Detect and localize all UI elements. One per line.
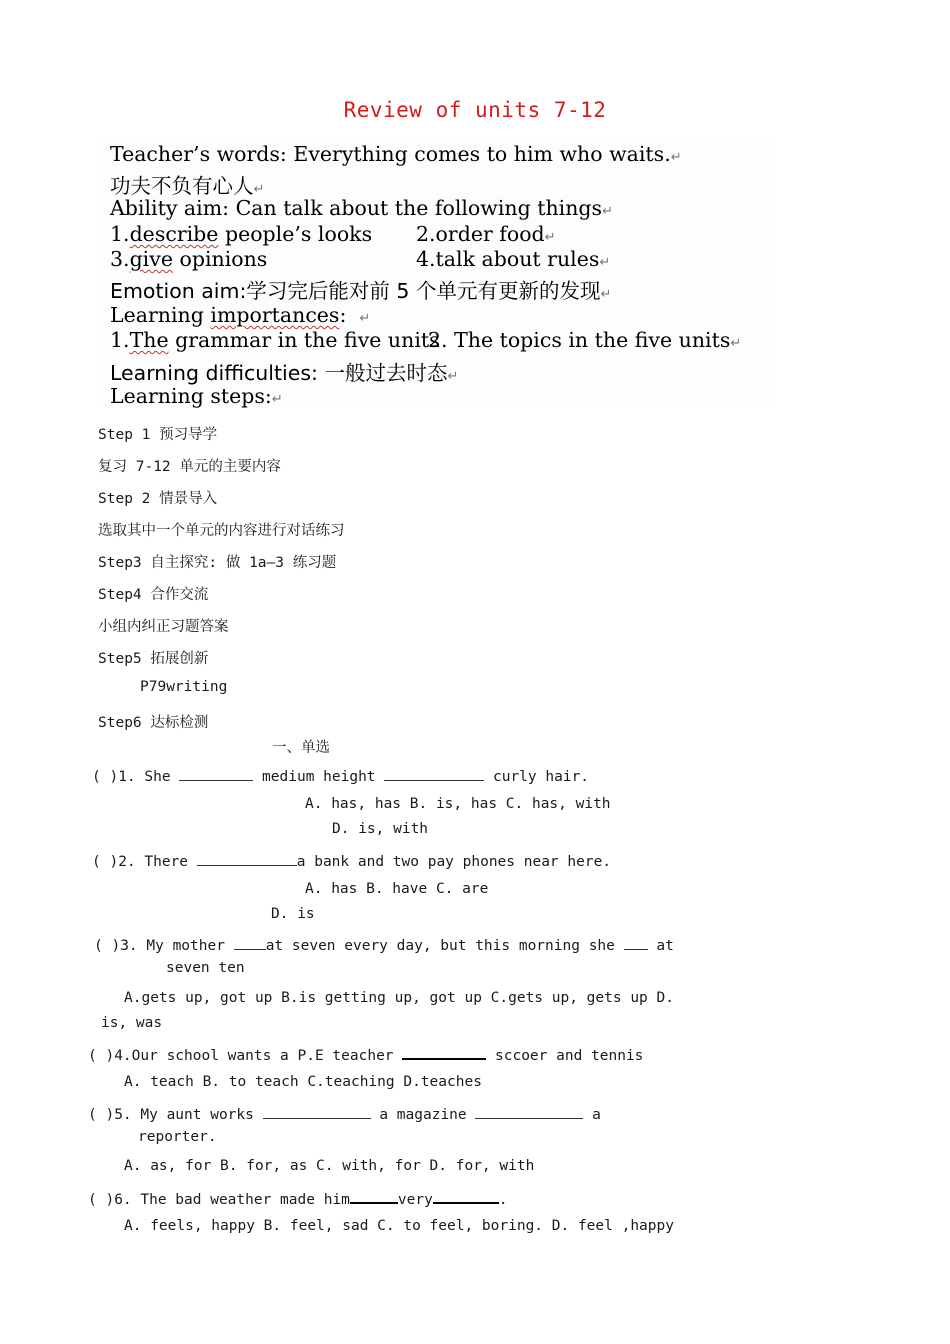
step-5: Step5 拓展创新 [98, 651, 209, 667]
teacher-words: Teacher’s words: Everything comes to him who waits.↵ [110, 142, 682, 166]
question-1-option-d: D. is, with [332, 821, 429, 837]
paragraph-mark-icon: ↵ [544, 230, 556, 245]
emotion-aim: Emotion aim:学习完后能对前 5 个单元有更新的发现↵ [110, 279, 612, 303]
paragraph-mark-icon: ↵ [253, 182, 265, 197]
section-heading: 一、单选 [272, 740, 330, 756]
answer-blank [350, 1188, 398, 1204]
question-4-options: A. teach B. to teach C.teaching D.teaches [124, 1074, 482, 1090]
question-6: ( )6. The bad weather made him very . [88, 1188, 508, 1208]
paragraph-mark-icon: ↵ [599, 255, 611, 270]
question-1: ( )1. She medium height curly hair. [92, 766, 589, 785]
paragraph-mark-icon: ↵ [600, 287, 612, 302]
motto-chinese: 功夫不负有心人↵ [110, 174, 265, 198]
answer-blank [197, 851, 297, 866]
step-3: Step3 自主探究: 做 1a—3 练习题 [98, 555, 337, 571]
step-5-detail: P79writing [140, 679, 228, 695]
ability-item-4: 4.talk about rules↵ [416, 247, 611, 271]
step-1-detail: 复习 7-12 单元的主要内容 [98, 459, 281, 475]
question-5-options: A. as, for B. for, as C. with, for D. for, with [124, 1158, 535, 1174]
answer-blank [624, 935, 648, 950]
step-1: Step 1 预习导学 [98, 427, 218, 443]
paragraph-mark-icon: ↵ [359, 311, 371, 326]
step-2-detail: 选取其中一个单元的内容进行对话练习 [98, 523, 345, 539]
answer-blank [263, 1104, 371, 1119]
answer-blank [402, 1044, 486, 1060]
learning-steps: Learning steps:↵ [110, 384, 283, 408]
paragraph-mark-icon: ↵ [730, 336, 742, 351]
answer-blank [384, 766, 484, 781]
question-3-cont: seven ten [166, 960, 245, 976]
importance-item-2: 2. The topics in the five units↵ [428, 328, 742, 352]
question-2-option-d: D. is [271, 906, 315, 922]
answer-blank [179, 766, 253, 781]
question-5: ( )5. My aunt works a magazine a [88, 1104, 601, 1123]
ability-item-1: 1.describe people’s looks [110, 222, 373, 246]
answer-blank [234, 935, 266, 950]
question-2-options: A. has B. have C. are [305, 881, 489, 897]
question-3-option-d: is, was [101, 1015, 163, 1031]
paragraph-mark-icon: ↵ [670, 150, 682, 165]
step-4: Step4 合作交流 [98, 587, 209, 603]
ability-item-2: 2.order food↵ [416, 222, 556, 246]
paragraph-mark-icon: ↵ [447, 369, 459, 384]
question-5-cont: reporter. [138, 1129, 217, 1145]
ability-item-3: 3.give opinions [110, 247, 268, 271]
step-6: Step6 达标检测 [98, 715, 209, 731]
ability-aim: Ability aim: Can talk about the following things↵ [110, 196, 613, 220]
question-4: ( )4.Our school wants a P.E teacher sccoer and tennis [88, 1044, 643, 1064]
importance-item-1: 1.The grammar in the five units [110, 328, 440, 352]
learning-importances: Learning importances: ↵ [110, 303, 371, 327]
paragraph-mark-icon: ↵ [602, 204, 613, 219]
question-2: ( )2. There a bank and two pay phones near here. [92, 851, 611, 870]
page-title: Review of units 7-12 [343, 98, 607, 122]
answer-blank [433, 1188, 499, 1204]
question-3-options: A.gets up, got up B.is getting up, got up C.gets up, gets up D. [124, 990, 674, 1006]
question-1-options: A. has, has B. is, has C. has, with [305, 796, 611, 812]
learning-aims-box [102, 138, 770, 408]
question-6-options: A. feels, happy B. feel, sad C. to feel, boring. D. feel ,happy [124, 1218, 674, 1234]
answer-blank [475, 1104, 583, 1119]
step-2: Step 2 情景导入 [98, 491, 218, 507]
question-3: ( )3. My mother at seven every day, but this morning she at [94, 935, 674, 954]
paragraph-mark-icon: ↵ [271, 392, 283, 407]
learning-difficulties: Learning difficulties: 一般过去时态↵ [110, 361, 459, 385]
step-4-detail: 小组内纠正习题答案 [98, 619, 229, 635]
